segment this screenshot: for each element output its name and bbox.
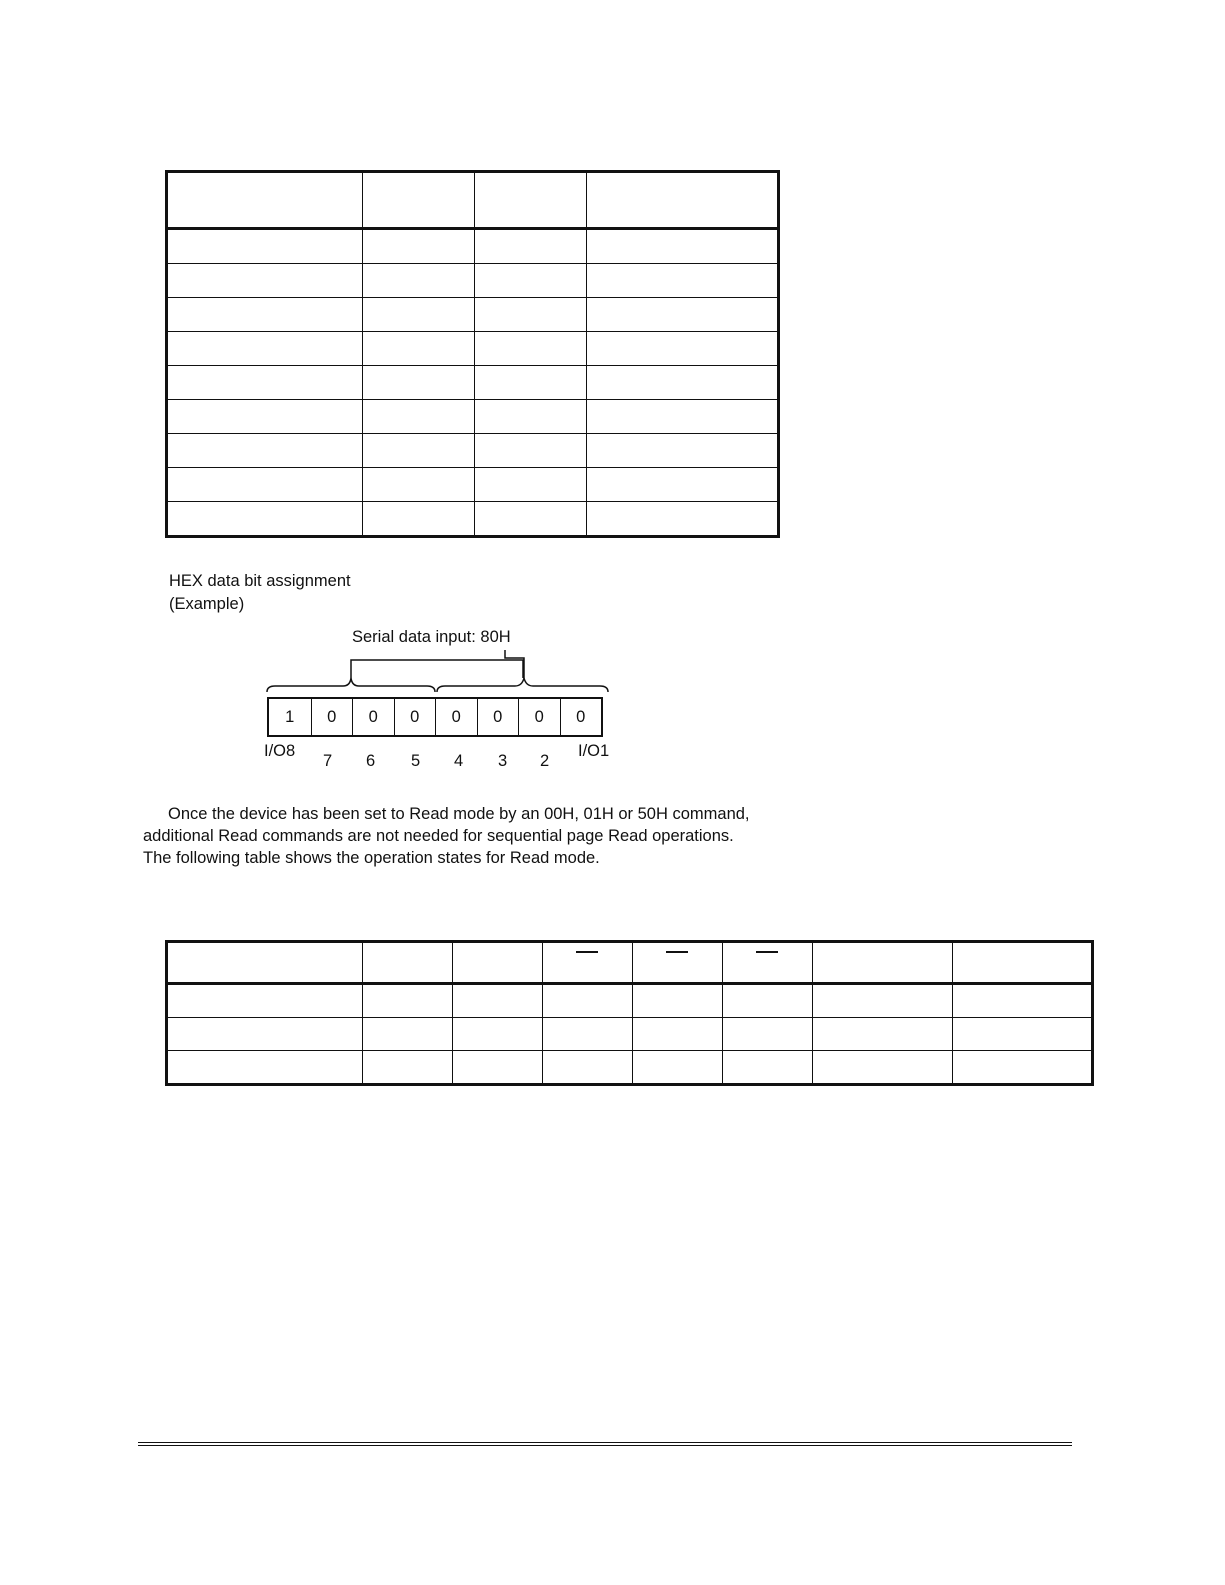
table-row <box>167 400 779 434</box>
table-header-cell <box>723 942 813 984</box>
table-cell <box>587 332 779 366</box>
table-cell <box>363 264 475 298</box>
table-cell <box>543 1018 633 1051</box>
bit-cell: 0 <box>352 699 394 735</box>
table-row <box>167 1051 1093 1085</box>
bit-label: I/O8 <box>264 742 296 760</box>
hex-note-example: (Example) <box>169 595 245 613</box>
table-cell <box>363 229 475 264</box>
table-cell <box>453 1018 543 1051</box>
table-cell <box>363 366 475 400</box>
table-cell <box>543 1051 633 1085</box>
overbar-mark <box>756 951 778 953</box>
table-cell <box>475 400 587 434</box>
table-cell <box>167 1051 363 1085</box>
diagram-braces <box>255 620 635 700</box>
table-cell <box>167 229 363 264</box>
bit-label: I/O1 <box>578 742 610 760</box>
table-cell <box>723 1018 813 1051</box>
table-row <box>167 434 779 468</box>
table-row <box>167 1018 1093 1051</box>
bit-cell: 0 <box>518 699 560 735</box>
table-cell <box>475 434 587 468</box>
overbar-mark <box>576 951 598 953</box>
table-header-cell <box>453 942 543 984</box>
bit-cell: 0 <box>394 699 436 735</box>
table-row <box>167 298 779 332</box>
table-cell <box>363 332 475 366</box>
table-cell <box>167 984 363 1018</box>
table-cell <box>813 1051 953 1085</box>
table-cell <box>167 366 363 400</box>
table-header-cell <box>167 942 363 984</box>
bit-label: 2 <box>540 752 550 770</box>
table-cell <box>167 400 363 434</box>
table-cell <box>453 984 543 1018</box>
table-cell <box>633 1051 723 1085</box>
bit-assignment-diagram <box>255 620 635 780</box>
table-cell <box>167 298 363 332</box>
table-header-cell <box>813 942 953 984</box>
table-cell <box>633 1018 723 1051</box>
paragraph-line-3: The following table shows the operation states for Read mode. <box>143 849 600 867</box>
table-header-cell <box>953 942 1093 984</box>
operation-state-table <box>165 940 1094 1086</box>
table-cell <box>167 264 363 298</box>
table-cell <box>167 172 363 229</box>
table-row <box>167 264 779 298</box>
bit-cell: 0 <box>560 699 602 735</box>
table-cell <box>475 366 587 400</box>
table-cell <box>363 434 475 468</box>
table-cell <box>587 366 779 400</box>
table-row <box>167 332 779 366</box>
table-cell <box>813 984 953 1018</box>
table-cell <box>813 1018 953 1051</box>
table-cell <box>587 264 779 298</box>
table-cell <box>587 468 779 502</box>
table-header-cell <box>543 942 633 984</box>
table-cell <box>587 400 779 434</box>
table-cell <box>587 434 779 468</box>
table-cell <box>167 468 363 502</box>
table-cell <box>453 1051 543 1085</box>
table-cell <box>475 264 587 298</box>
table-cell <box>363 502 475 537</box>
table-header-row <box>167 172 779 229</box>
bit-cell: 0 <box>435 699 477 735</box>
table-cell <box>363 1051 453 1085</box>
table-row <box>167 468 779 502</box>
table-cell <box>363 400 475 434</box>
command-table <box>165 170 780 538</box>
table-header-cell <box>633 942 723 984</box>
table-cell <box>363 984 453 1018</box>
bit-cell: 1 <box>285 707 295 726</box>
table-row <box>167 229 779 264</box>
bit-cell: 0 <box>311 699 353 735</box>
table-cell <box>363 172 475 229</box>
table-cell <box>723 1051 813 1085</box>
table-cell <box>475 298 587 332</box>
bit-label: 6 <box>366 752 376 770</box>
table-cell <box>953 1018 1093 1051</box>
bit-label: 4 <box>454 752 464 770</box>
table-row <box>167 502 779 537</box>
diagram-title: Serial data input: 80H <box>352 628 511 646</box>
table-cell <box>363 468 475 502</box>
hex-note-title: HEX data bit assignment <box>169 572 351 590</box>
table-cell <box>167 502 363 537</box>
table-cell <box>953 984 1093 1018</box>
table-cell <box>475 468 587 502</box>
bit-box <box>267 697 603 737</box>
paragraph-line-1: Once the device has been set to Read mode by an 00H, 01H or 50H command, <box>168 805 750 823</box>
table-cell <box>587 502 779 537</box>
table-cell <box>167 332 363 366</box>
table-cell <box>363 1018 453 1051</box>
bit-label: 7 <box>323 752 333 770</box>
table-cell <box>475 502 587 537</box>
footer-rule <box>138 1442 1072 1446</box>
table-cell <box>475 229 587 264</box>
table-cell <box>475 332 587 366</box>
table-row <box>167 366 779 400</box>
table-cell <box>167 434 363 468</box>
table-header-row <box>167 942 1093 984</box>
table-row <box>167 984 1093 1018</box>
bit-label: 3 <box>498 752 508 770</box>
bit-label: 5 <box>411 752 421 770</box>
bit-cell: 0 <box>477 699 519 735</box>
paragraph-line-2: additional Read commands are not needed for sequential page Read operations. <box>143 827 734 845</box>
table-cell <box>587 172 779 229</box>
table-cell <box>633 984 723 1018</box>
table-cell <box>953 1051 1093 1085</box>
overbar-mark <box>666 951 688 953</box>
table-cell <box>475 172 587 229</box>
table-cell <box>543 984 633 1018</box>
table-cell <box>587 229 779 264</box>
table-cell <box>363 298 475 332</box>
table-cell <box>167 1018 363 1051</box>
table-cell <box>723 984 813 1018</box>
table-cell <box>587 298 779 332</box>
table-header-cell <box>363 942 453 984</box>
